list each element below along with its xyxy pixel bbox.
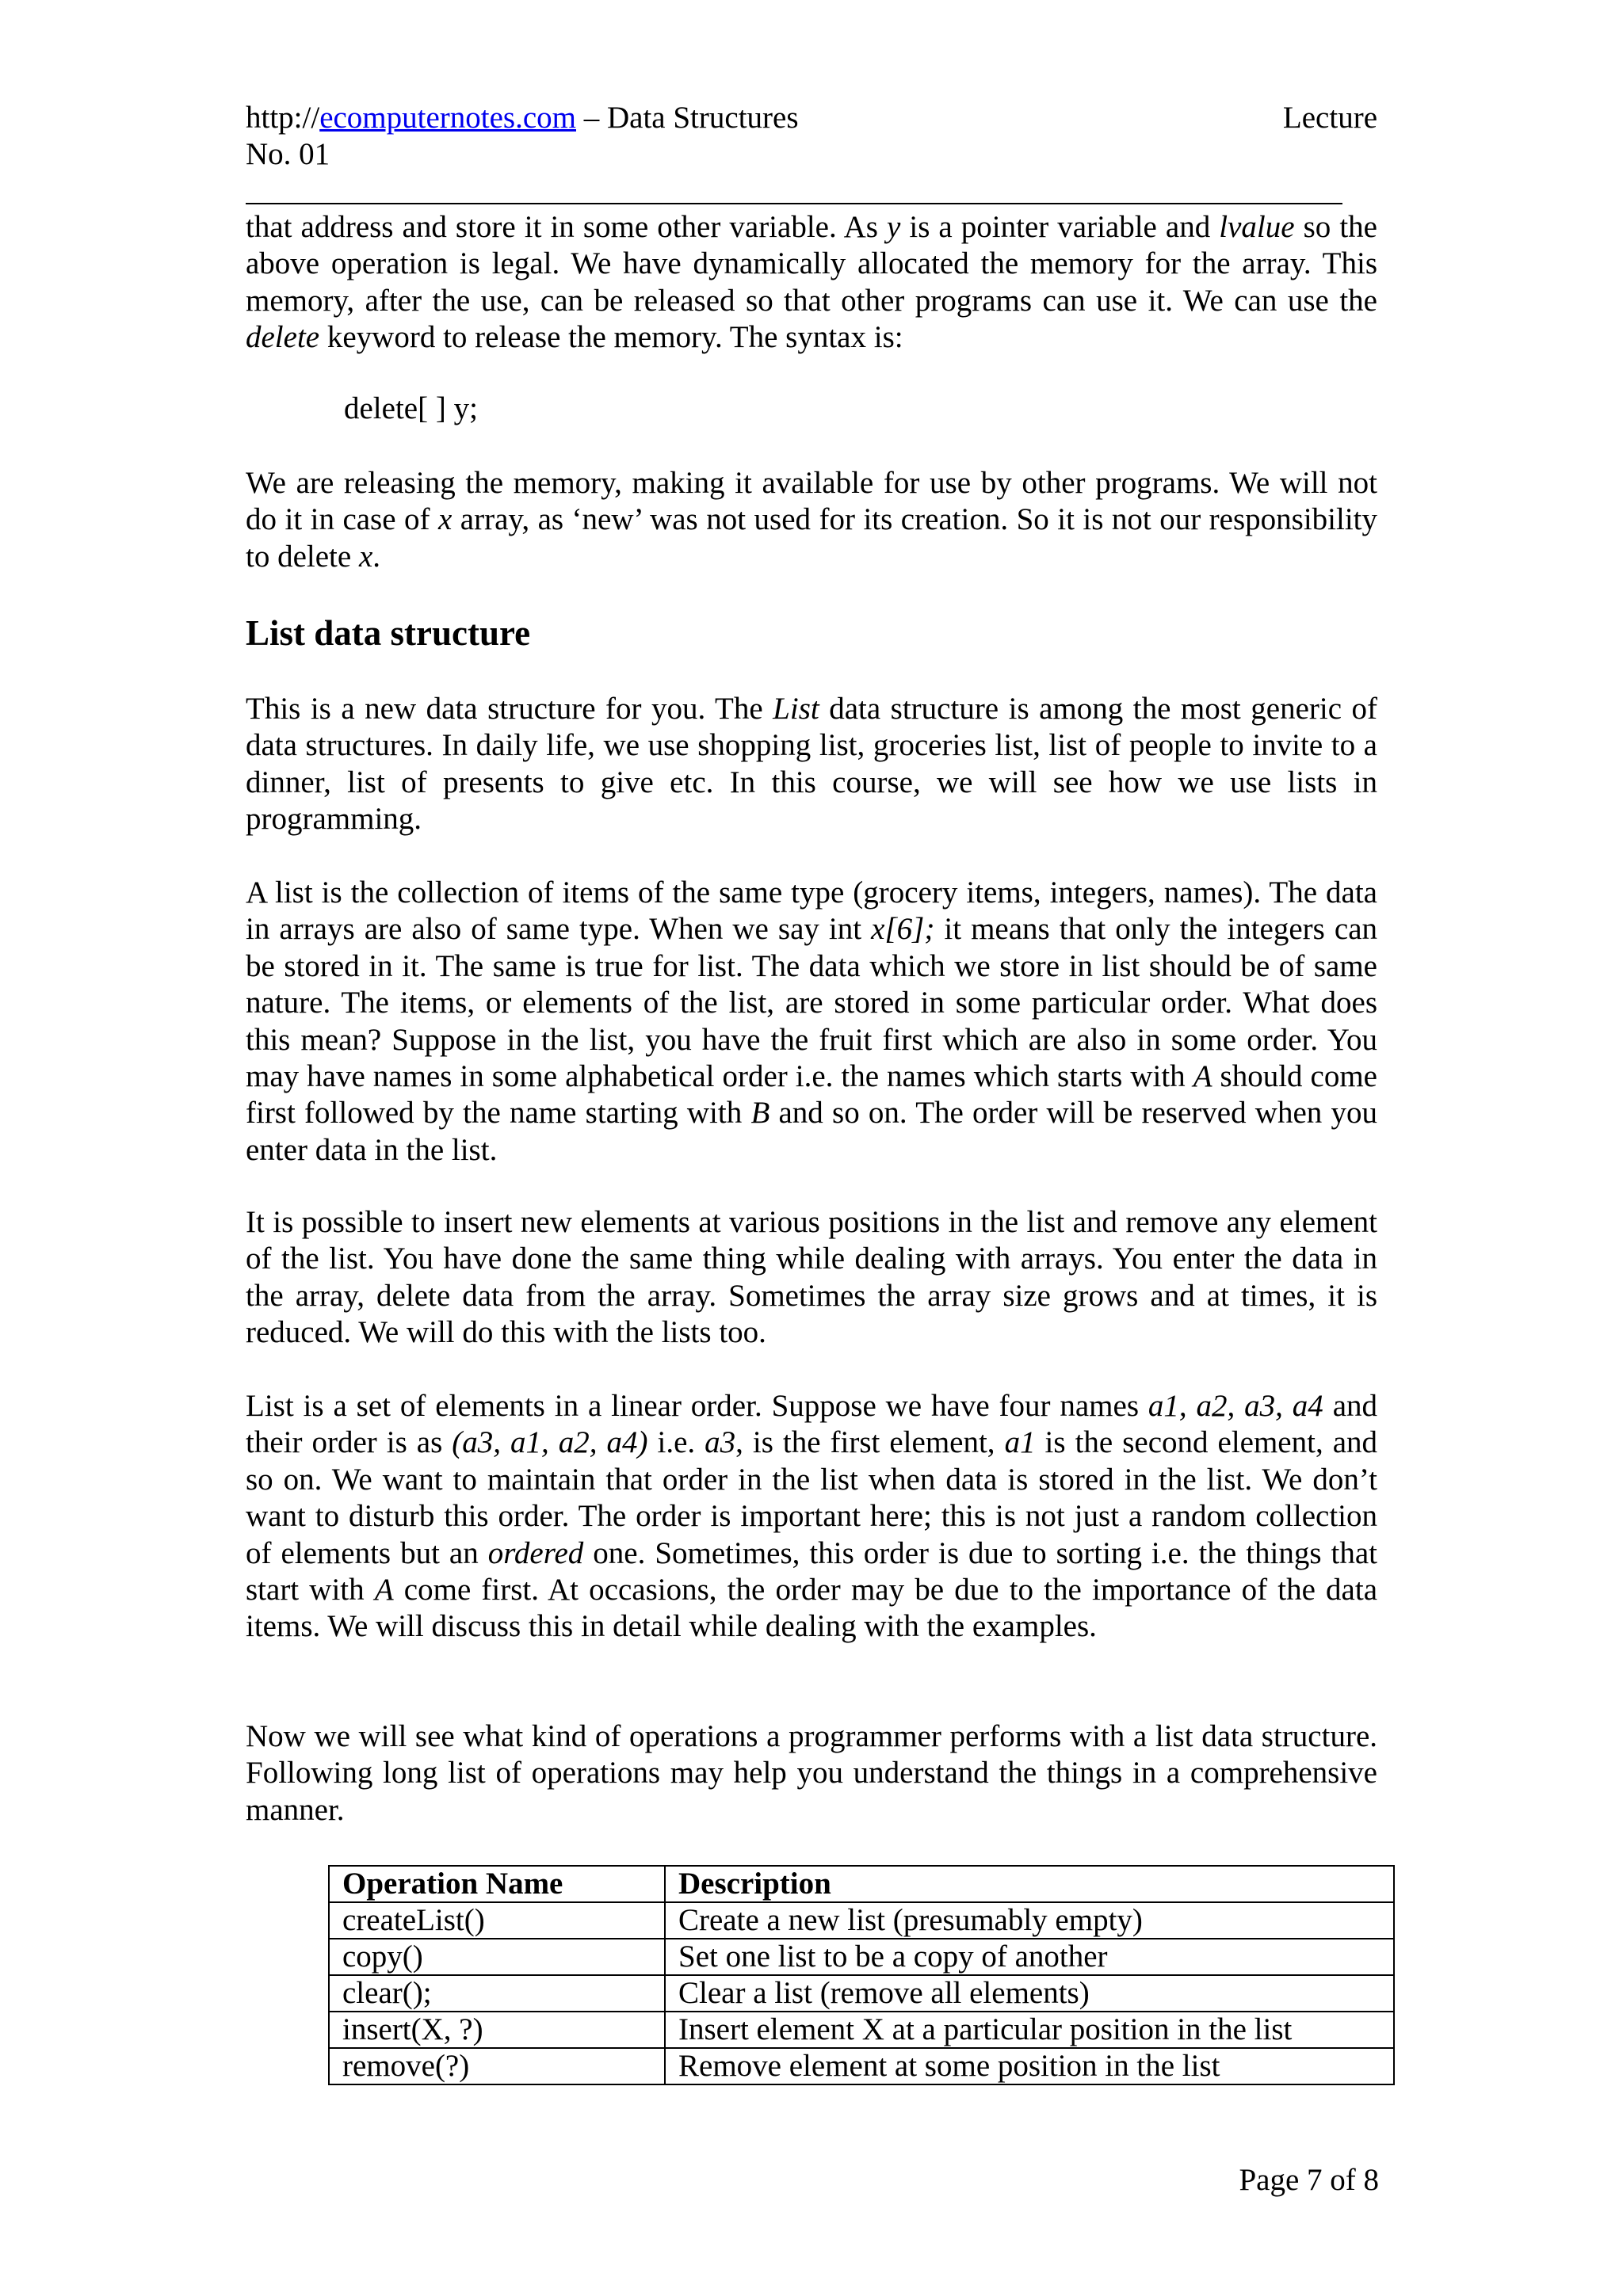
- header-divider: [246, 203, 1342, 204]
- intro-paragraph-2: We are releasing the memory, making it available for use by other programs. We will not do it in case of x array, as ‘new’ was not used for its creation. So it is not our responsibility to delete x.: [246, 466, 1377, 574]
- operation-description-cell: Set one list to be a copy of another: [665, 1939, 1394, 1975]
- operation-name-cell: copy(): [329, 1939, 665, 1975]
- header-lecture-number: No. 01: [246, 137, 330, 171]
- operations-table: [328, 1865, 1395, 2085]
- operation-name-cell: remove(?): [329, 2048, 665, 2084]
- column-header-description: Description: [665, 1866, 1394, 1902]
- table-header-row: [329, 1866, 1394, 1902]
- table-row: [329, 2048, 1394, 2084]
- table-row: [329, 1975, 1394, 2012]
- header-lecture: Lecture: [1282, 101, 1377, 135]
- table-row: [329, 1902, 1394, 1939]
- section-paragraph-2: A list is the collection of items of the same type (grocery items, integers, names). The data in arrays are also of same type. When we say int x[6]; it means that only the integers can be stored in it. The same is true for list. The data which we store in list should be of same nature. The items, or elements of the list, are stored in some particular order. What does this mean? Suppose in the list, you have the fruit first which are also in some order. You may have names in some alphabetical order i.e. the names which starts with A should come first followed by the name starting with B and so on. The order will be reserved when you enter data in the list.: [246, 875, 1378, 1167]
- header-title: http://ecomputernotes.com – Data Structures: [246, 101, 799, 135]
- emphasis: delete: [246, 320, 320, 355]
- section-heading: List data structure: [246, 613, 531, 653]
- site-link[interactable]: ecomputernotes.com: [319, 101, 576, 135]
- emphasis: a1: [1004, 1425, 1036, 1460]
- emphasis: lvalue: [1219, 210, 1295, 244]
- emphasis: ordered: [487, 1535, 584, 1570]
- operation-description-cell: Remove element at some position in the list: [665, 2048, 1394, 2084]
- page-number: Page 7 of 8: [1239, 2163, 1379, 2197]
- emphasis: a1, a2, a3, a4: [1148, 1389, 1323, 1423]
- section-paragraph-5: Now we will see what kind of operations a programmer performs with a list data structure. Following long list of operations may help you understand the things in a comprehensive manner.: [246, 1719, 1377, 1827]
- emphasis: a3: [705, 1425, 736, 1460]
- emphasis: x: [438, 502, 453, 537]
- emphasis: B: [750, 1096, 770, 1131]
- emphasis: List: [773, 692, 819, 726]
- section-paragraph-4: List is a set of elements in a linear order. Suppose we have four names a1, a2, a3, a4 and their order is as (a3, a1, a2, a4) i.e. a3, is the first element, a1 is the second element, and so on. We want to maintain that order in the list when data is stored in the list. We don’t want to disturb this order. The order is important here; this is not just a random collection of elements but an ordered one. Sometimes, this order is due to sorting i.e. the things that start with A come first. At occasions, the order may be due to the importance of the data items. We will discuss this in detail while dealing with the examples.: [246, 1389, 1378, 1644]
- emphasis: A: [1193, 1059, 1212, 1094]
- emphasis: (a3, a1, a2, a4): [452, 1425, 648, 1460]
- operation-name-cell: createList(): [329, 1902, 665, 1939]
- column-header-operation: Operation Name: [329, 1866, 665, 1902]
- operation-description-cell: Clear a list (remove all elements): [665, 1975, 1394, 2012]
- table-row: [329, 2012, 1394, 2048]
- emphasis: x[6];: [871, 912, 935, 947]
- section-paragraph-1: This is a new data structure for you. The List data structure is among the most generic of data structures. In daily life, we use shopping list, groceries list, list of people to invite to a dinner, list of presents to give etc. In this course, we will see how we use lists in programming.: [246, 692, 1377, 837]
- operation-description-cell: Insert element X at a particular position in the list: [665, 2012, 1394, 2048]
- operation-description-cell: Create a new list (presumably empty): [665, 1902, 1394, 1939]
- operation-name-cell: insert(X, ?): [329, 2012, 665, 2048]
- emphasis: A: [374, 1573, 394, 1608]
- page-header: [246, 98, 1377, 138]
- code-snippet: delete[ ] y;: [344, 391, 478, 425]
- intro-paragraph-1: that address and store it in some other variable. As y is a pointer variable and lvalue so the above operation is legal. We have dynamically allocated the memory for the array. This memory, after the use, can be released so that other programs can use it. We can use the delete keyword to release the memory. The syntax is:: [246, 210, 1377, 355]
- operation-name-cell: clear();: [329, 1975, 665, 2012]
- emphasis: y: [887, 210, 901, 244]
- table-row: [329, 1939, 1394, 1975]
- emphasis: x: [358, 539, 373, 574]
- section-paragraph-3: It is possible to insert new elements at various positions in the list and remove any element of the list. You have done the same thing while dealing with arrays. You enter the data in the array, delete data from the array. Sometimes the array size grows and at times, it is reduced. We will do this with the lists too.: [246, 1205, 1377, 1350]
